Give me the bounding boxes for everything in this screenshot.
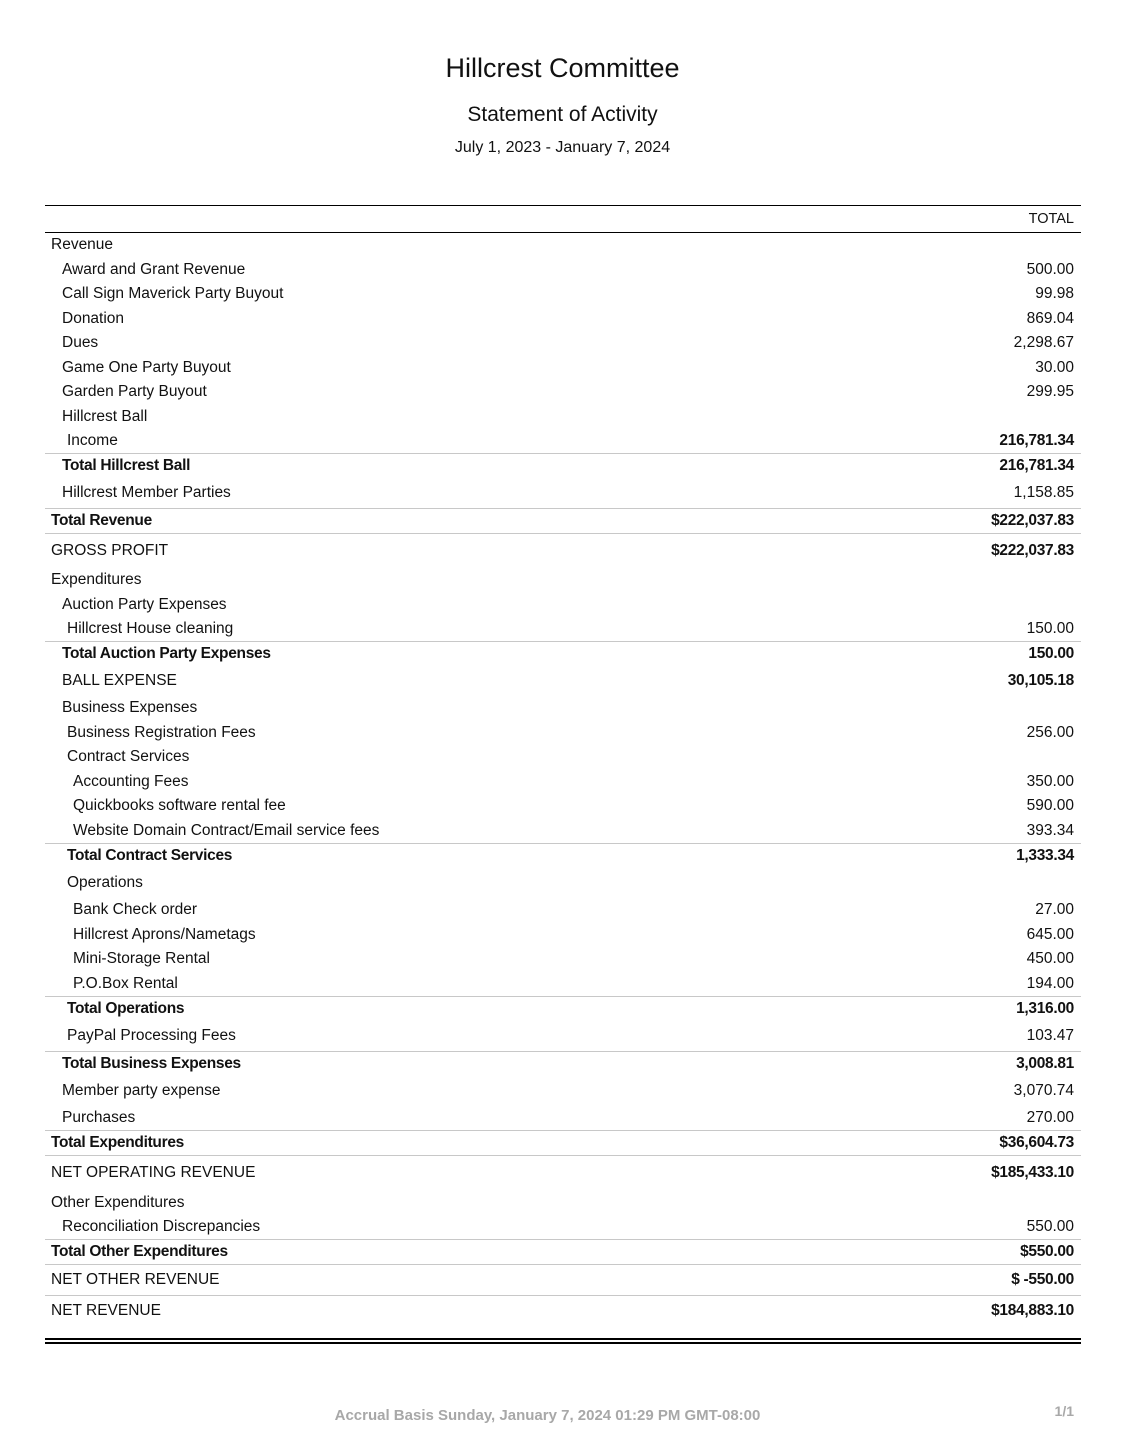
row-label: Bank Check order	[73, 901, 198, 918]
row-label: Total Hillcrest Ball	[62, 457, 191, 474]
row-label: P.O.Box Rental	[73, 974, 178, 992]
total-row	[45, 453, 1081, 478]
table-row	[45, 1106, 1081, 1130]
table-row	[45, 971, 1081, 996]
subsection-header	[45, 868, 1081, 898]
total-row	[45, 641, 1081, 666]
row-label: Accounting Fees	[73, 772, 189, 790]
row-amount: 550.00	[1026, 1218, 1074, 1235]
section-header	[45, 233, 1081, 257]
row-amount: 103.47	[1026, 1027, 1074, 1044]
row-label: Total Auction Party Expenses	[62, 645, 271, 662]
row-label: NET OPERATING REVENUE	[51, 1164, 256, 1181]
table-row	[45, 1215, 1081, 1239]
row-amount: 3,008.81	[1016, 1055, 1074, 1072]
row-label: PayPal Processing Fees	[67, 1027, 236, 1044]
subsection-header	[45, 696, 1081, 720]
table-row	[45, 478, 1081, 508]
row-label: Expenditures	[51, 571, 142, 588]
summary-row	[45, 1264, 1081, 1295]
row-amount: 645.00	[1026, 925, 1074, 943]
total-row	[45, 1051, 1081, 1076]
table-row	[45, 794, 1081, 818]
row-amount: 30,105.18	[1007, 672, 1074, 689]
table-row	[45, 947, 1081, 971]
row-amount: 27.00	[1035, 901, 1074, 918]
closing-double-rule	[45, 1338, 1081, 1344]
row-amount: 500.00	[1026, 260, 1074, 278]
row-amount: $222,037.83	[991, 512, 1074, 529]
row-label: Other Expenditures	[51, 1193, 185, 1211]
row-amount: 869.04	[1026, 309, 1074, 327]
row-amount: 270.00	[1026, 1109, 1074, 1126]
row-amount: 150.00	[1026, 620, 1074, 637]
row-label: Revenue	[51, 236, 114, 253]
row-label: Reconciliation Discrepancies	[62, 1218, 261, 1235]
report-title: Statement of Activity	[467, 103, 658, 126]
row-label: Total Contract Services	[67, 847, 233, 864]
activity-table	[45, 205, 1081, 1344]
row-label: Game One Party Buyout	[62, 358, 231, 376]
subsection-header	[45, 404, 1081, 429]
total-row	[45, 996, 1081, 1021]
section-header	[45, 568, 1081, 592]
total-row	[45, 1239, 1081, 1264]
row-label: Garden Party Buyout	[62, 383, 207, 400]
row-label: Hillcrest House cleaning	[67, 620, 234, 637]
row-label: Call Sign Maverick Party Buyout	[62, 285, 284, 302]
row-label: Award and Grant Revenue	[62, 260, 246, 278]
row-amount: 1,333.34	[1016, 847, 1074, 864]
page-number: 1/1	[1054, 1403, 1074, 1419]
row-amount: 256.00	[1026, 723, 1074, 741]
row-amount: 99.98	[1035, 285, 1074, 302]
table-row	[45, 331, 1081, 355]
row-amount: $222,037.83	[991, 542, 1074, 559]
row-label: Income	[67, 432, 118, 449]
row-label: Business Expenses	[62, 699, 198, 716]
row-label: Hillcrest Aprons/Nametags	[73, 925, 256, 943]
summary-row	[45, 1155, 1081, 1190]
row-label: Total Operations	[67, 1000, 185, 1017]
row-amount: $185,433.10	[991, 1164, 1074, 1181]
row-amount: $36,604.73	[999, 1134, 1074, 1151]
row-amount: $ -550.00	[1011, 1271, 1074, 1288]
row-amount: 194.00	[1026, 974, 1074, 992]
row-label: Total Other Expenditures	[51, 1243, 228, 1260]
table-row	[45, 429, 1081, 453]
table-row	[45, 355, 1081, 380]
row-amount: 393.34	[1026, 821, 1074, 839]
total-row	[45, 508, 1081, 533]
row-amount: 299.95	[1026, 383, 1074, 400]
column-header-row	[45, 205, 1081, 233]
row-amount: 30.00	[1035, 358, 1074, 376]
row-amount: 450.00	[1026, 950, 1074, 967]
company-name: Hillcrest Committee	[445, 53, 680, 83]
row-label: Business Registration Fees	[67, 723, 256, 741]
row-amount: 150.00	[1028, 645, 1074, 662]
row-label: Total Revenue	[51, 512, 152, 529]
row-label: Total Expenditures	[51, 1134, 184, 1151]
table-row	[45, 306, 1081, 331]
subsection-header	[45, 745, 1081, 769]
row-label: BALL EXPENSE	[62, 672, 177, 689]
row-label: Mini-Storage Rental	[73, 950, 210, 967]
table-row	[45, 1076, 1081, 1106]
summary-row	[45, 533, 1081, 568]
table-row	[45, 922, 1081, 947]
row-label: Dues	[62, 334, 99, 351]
row-amount: 216,781.34	[999, 432, 1074, 449]
table-row	[45, 818, 1081, 843]
row-label: NET REVENUE	[51, 1302, 161, 1319]
row-label: Auction Party Expenses	[62, 595, 227, 613]
row-label: Quickbooks software rental fee	[73, 797, 286, 814]
row-amount: 216,781.34	[999, 457, 1074, 474]
table-row	[45, 720, 1081, 745]
row-label: Website Domain Contract/Email service fees	[73, 821, 380, 839]
row-amount: 1,316.00	[1016, 1000, 1074, 1017]
row-label: GROSS PROFIT	[51, 542, 169, 559]
table-row	[45, 282, 1081, 306]
row-amount: $184,883.10	[991, 1302, 1074, 1319]
row-label: Purchases	[62, 1109, 136, 1126]
row-label: Contract Services	[67, 748, 190, 765]
row-label: Total Business Expenses	[62, 1055, 241, 1072]
table-row	[45, 769, 1081, 794]
row-label: Member party expense	[62, 1082, 221, 1099]
row-amount: 2,298.67	[1013, 334, 1074, 351]
row-label: Operations	[67, 874, 143, 891]
table-row	[45, 666, 1081, 696]
row-amount: 350.00	[1026, 772, 1074, 790]
table-row	[45, 617, 1081, 641]
total-row	[45, 1130, 1081, 1155]
row-label: NET OTHER REVENUE	[51, 1271, 220, 1288]
row-amount: $550.00	[1020, 1243, 1074, 1260]
section-header	[45, 1190, 1081, 1215]
table-row	[45, 380, 1081, 404]
row-amount: 3,070.74	[1013, 1082, 1074, 1099]
row-label: Hillcrest Member Parties	[62, 484, 231, 501]
row-label: Donation	[62, 309, 125, 327]
report-period: July 1, 2023 - January 7, 2024	[454, 139, 671, 156]
summary-row	[45, 1295, 1081, 1326]
table-row	[45, 257, 1081, 282]
column-header-total: TOTAL	[1028, 211, 1074, 227]
row-amount: 590.00	[1026, 797, 1074, 814]
subsection-header	[45, 592, 1081, 617]
row-label: Hillcrest Ball	[62, 407, 148, 425]
report-footer: Accrual Basis Sunday, January 7, 2024 01:29 PM GMT-08:00	[334, 1407, 761, 1424]
table-row	[45, 1021, 1081, 1051]
row-amount: 1,158.85	[1013, 484, 1074, 501]
table-row	[45, 898, 1081, 922]
total-row	[45, 843, 1081, 868]
